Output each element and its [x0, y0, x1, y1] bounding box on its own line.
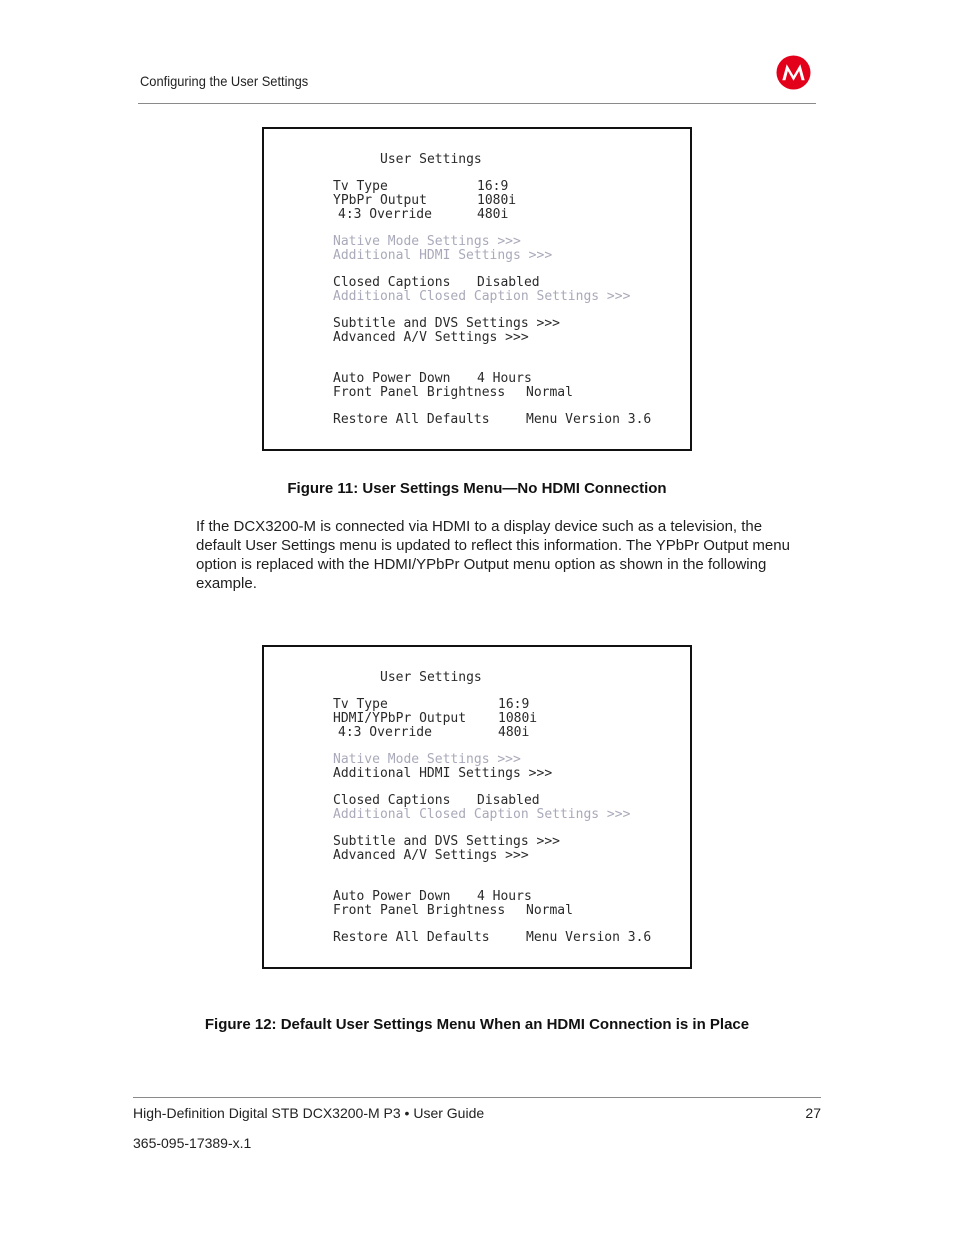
menu-title: User Settings — [380, 670, 482, 685]
override-label: 4:3 Override — [338, 725, 432, 740]
footer-guide-title: High-Definition Digital STB DCX3200-M P3 • User Guide — [133, 1105, 485, 1121]
subtitle-dvs-settings: Subtitle and DVS Settings >>> — [333, 316, 560, 331]
closed-captions-value: Disabled — [477, 793, 540, 808]
restore-all-defaults: Restore All Defaults — [333, 930, 490, 945]
front-panel-brightness-label: Front Panel Brightness — [333, 385, 506, 400]
page-number: 27 — [805, 1105, 821, 1121]
figure-12-menu-screenshot — [262, 645, 692, 969]
auto-power-down-value: 4 Hours — [477, 889, 532, 904]
override-value: 480i — [477, 207, 509, 222]
override-value: 480i — [498, 725, 530, 740]
tv-type-value: 16:9 — [498, 697, 530, 712]
subtitle-dvs-settings: Subtitle and DVS Settings >>> — [333, 834, 560, 849]
tv-type-label: Tv Type — [333, 179, 388, 194]
auto-power-down-value: 4 Hours — [477, 371, 532, 386]
advanced-av-settings: Advanced A/V Settings >>> — [333, 848, 529, 863]
front-panel-brightness-value: Normal — [526, 903, 573, 918]
native-mode-settings: Native Mode Settings >>> — [333, 752, 521, 767]
tv-type-label: Tv Type — [333, 697, 388, 712]
tv-type-value: 16:9 — [477, 179, 509, 194]
output-value: 1080i — [477, 193, 517, 208]
output-label: HDMI/YPbPr Output — [333, 711, 467, 726]
front-panel-brightness-value: Normal — [526, 385, 573, 400]
running-header: Configuring the User Settings — [140, 73, 309, 89]
additional-hdmi-settings: Additional HDMI Settings >>> — [333, 766, 553, 781]
additional-caption-settings: Additional Closed Caption Settings >>> — [333, 807, 631, 822]
figure-11-caption: Figure 11: User Settings Menu—No HDMI Connection — [287, 480, 667, 497]
auto-power-down-label: Auto Power Down — [333, 371, 451, 386]
figure-12-caption: Figure 12: Default User Settings Menu When an HDMI Connection is in Place — [204, 1016, 750, 1033]
front-panel-brightness-label: Front Panel Brightness — [333, 903, 506, 918]
footer-divider — [133, 1097, 821, 1098]
closed-captions-label: Closed Captions — [333, 275, 451, 290]
figure-11-menu-screenshot — [262, 127, 692, 451]
override-label: 4:3 Override — [338, 207, 432, 222]
menu-title: User Settings — [380, 152, 482, 167]
menu-version: Menu Version 3.6 — [526, 412, 652, 427]
output-label: YPbPr Output — [333, 193, 427, 208]
native-mode-settings: Native Mode Settings >>> — [333, 234, 521, 249]
auto-power-down-label: Auto Power Down — [333, 889, 451, 904]
additional-caption-settings: Additional Closed Caption Settings >>> — [333, 289, 631, 304]
document-number: 365-095-17389-x.1 — [133, 1135, 252, 1151]
motorola-logo-icon — [776, 55, 811, 90]
header-divider — [138, 103, 816, 104]
advanced-av-settings: Advanced A/V Settings >>> — [333, 330, 529, 345]
output-value: 1080i — [498, 711, 538, 726]
body-paragraph: If the DCX3200-M is connected via HDMI to a display device such as a television, the default User Settings menu is updated to reflect this information. The YPbPr Output menu option is replaced with the HDMI/YPbPr Output menu option as shown in the following example. — [196, 518, 790, 592]
restore-all-defaults: Restore All Defaults — [333, 412, 490, 427]
closed-captions-label: Closed Captions — [333, 793, 451, 808]
additional-hdmi-settings: Additional HDMI Settings >>> — [333, 248, 553, 263]
closed-captions-value: Disabled — [477, 275, 540, 290]
menu-version: Menu Version 3.6 — [526, 930, 652, 945]
